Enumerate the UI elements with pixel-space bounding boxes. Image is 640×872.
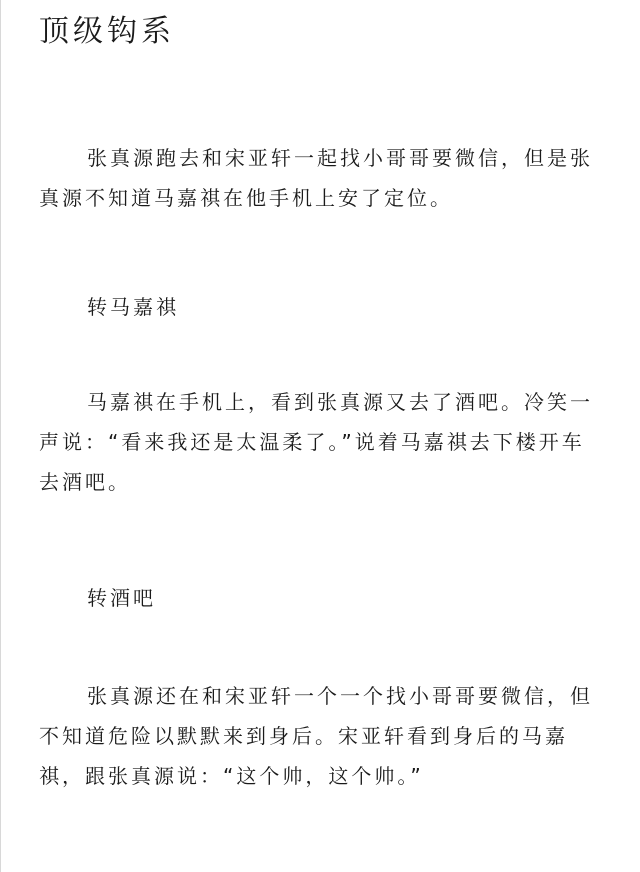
scene-switch-bar: 转酒吧	[87, 586, 156, 610]
paragraph-2: 马嘉祺在手机上，看到张真源又去了酒吧。冷笑一声说：“看来我还是太温柔了。”说着马嘉祺去下楼开车去酒吧。	[39, 390, 593, 494]
paragraph-3: 张真源还在和宋亚轩一个一个找小哥哥要微信，但不知道危险以默默来到身后。宋亚轩看到身后的马嘉祺，跟张真源说：“这个帅，这个帅。”	[39, 684, 593, 788]
scene-switch-ma-jiaqi: 转马嘉祺	[87, 295, 179, 319]
paragraph-1: 张真源跑去和宋亚轩一起找小哥哥要微信，但是张真源不知道马嘉祺在他手机上安了定位。	[39, 146, 593, 210]
document-title: 顶级钩系	[39, 14, 175, 49]
